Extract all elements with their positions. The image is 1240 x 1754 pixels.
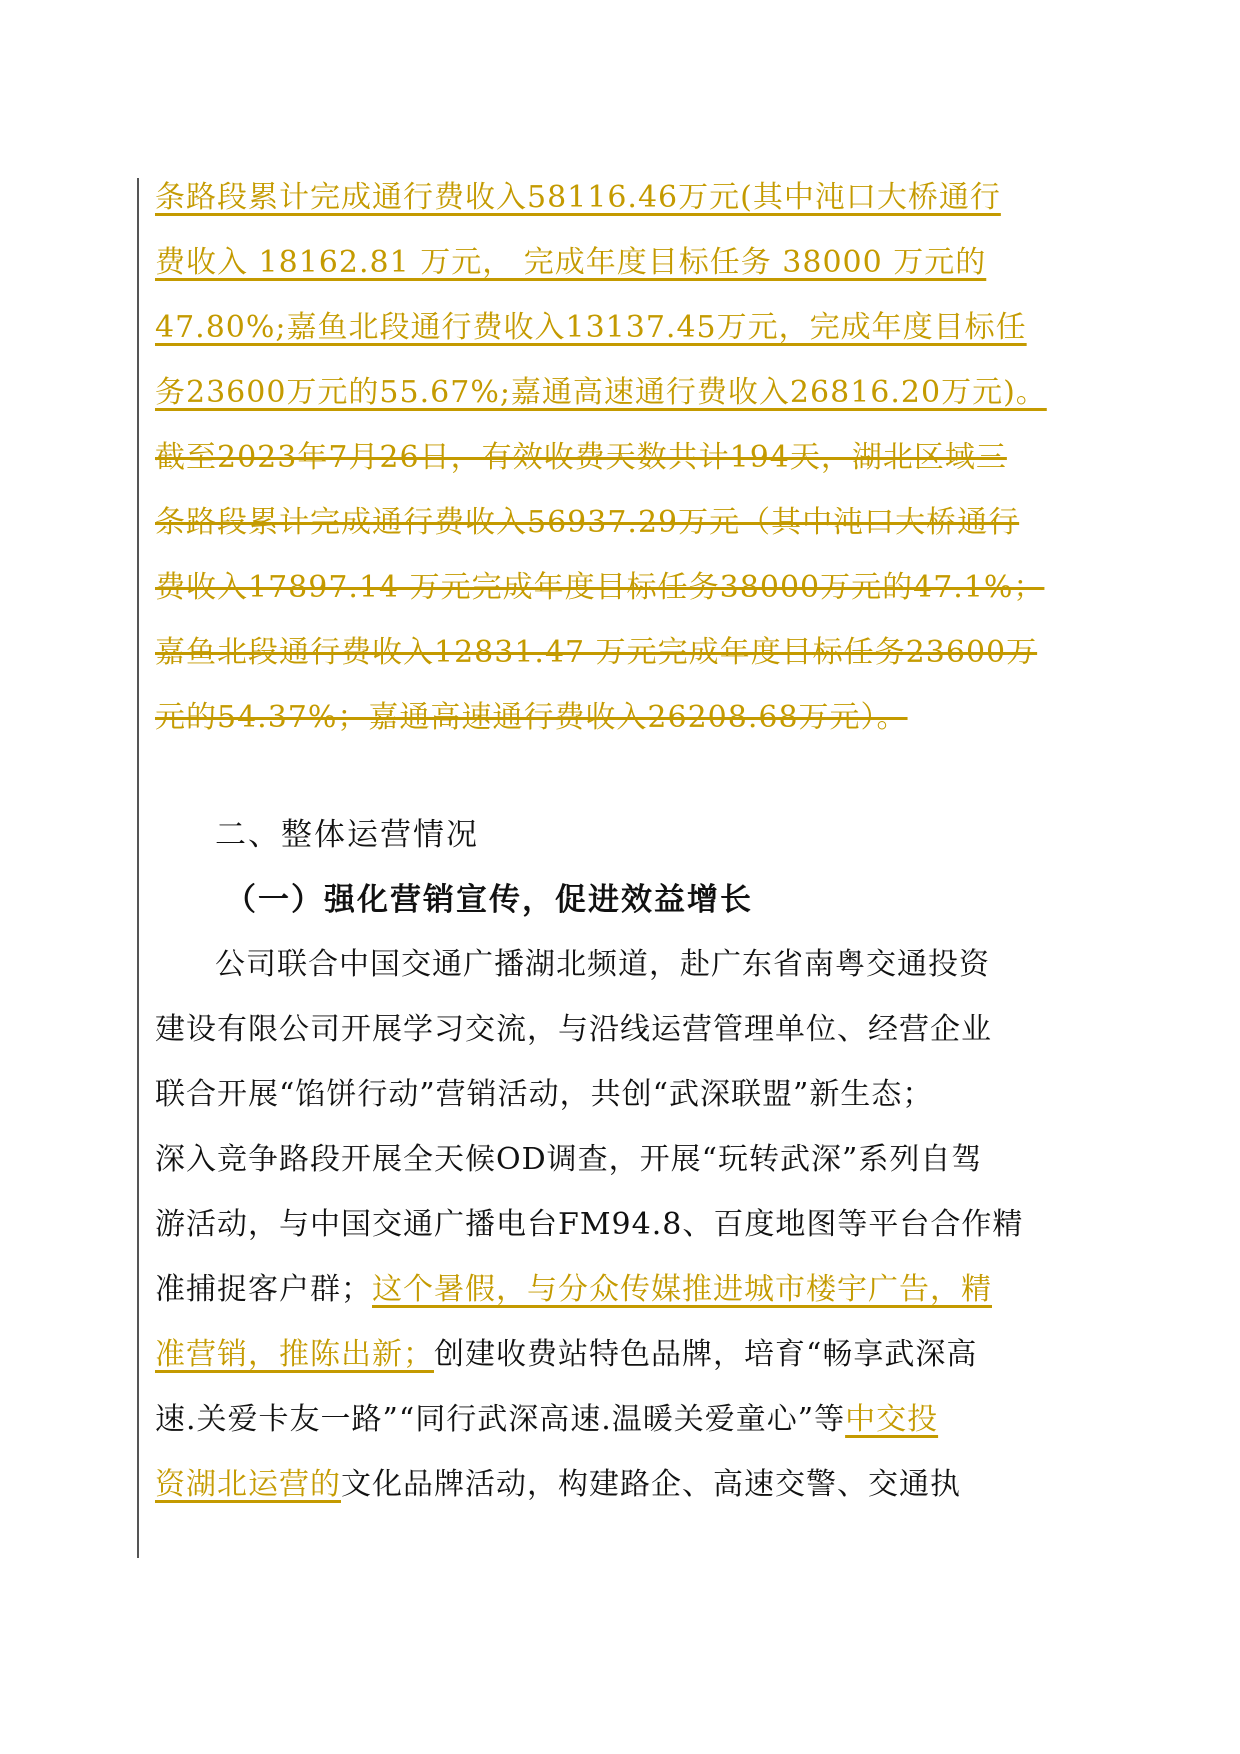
body-text-segment: 速.关爱卡友一路”“同行武深高速.温暖关爱童心”等 bbox=[155, 1402, 846, 1437]
body-text-line-mixed bbox=[155, 1465, 1085, 1505]
deleted-text-line: 费收入17897.14 万元完成年度目标任务38000万元的47.1%； bbox=[155, 570, 1045, 605]
inserted-text-line: 条路段累计完成通行费收入58116.46万元(其中沌口大桥通行 bbox=[155, 180, 1001, 215]
body-text-line-mixed bbox=[155, 1335, 1085, 1375]
body-text-segment: 创建收费站特色品牌，培育“畅享武深高 bbox=[434, 1337, 978, 1372]
body-text-line-mixed bbox=[155, 1270, 1085, 1310]
body-text-line: 联合开展“馅饼行动”营销活动，共创“武深联盟”新生态； bbox=[155, 1077, 934, 1112]
body-text-segment: 文化品牌活动，构建路企、高速交警、交通执 bbox=[341, 1467, 961, 1502]
deleted-text-line: 嘉鱼北段通行费收入12831.47 万元完成年度目标任务23600万 bbox=[155, 635, 1038, 670]
inserted-text-segment: 中交投 bbox=[845, 1402, 939, 1437]
deleted-text-line: 截至2023年7月26日，有效收费天数共计194天，湖北区域三 bbox=[155, 440, 1007, 475]
subsection-title: （一）强化营销宣传，促进效益增长 bbox=[225, 882, 753, 918]
deleted-text-line: 条路段累计完成通行费收入56937.29万元（其中沌口大桥通行 bbox=[155, 505, 1020, 540]
inserted-text-line: 47.80%;嘉鱼北段通行费收入13137.45万元，完成年度目标任 bbox=[155, 310, 1027, 345]
body-text-line: 建设有限公司开展学习交流，与沿线运营管理单位、经营企业 bbox=[155, 1012, 992, 1047]
revision-change-bar bbox=[137, 178, 139, 1558]
body-text-line-mixed bbox=[155, 1400, 1085, 1440]
inserted-text-line: 务23600万元的55.67%;嘉通高速通行费收入26816.20万元)。 bbox=[155, 375, 1047, 410]
section-title: 二、整体运营情况 bbox=[215, 817, 479, 853]
inserted-text-segment: 资湖北运营的 bbox=[155, 1467, 341, 1502]
body-text-line: 游活动，与中国交通广播电台FM94.8、百度地图等平台合作精 bbox=[155, 1207, 1024, 1242]
body-text-segment: 准捕捉客户群； bbox=[155, 1272, 372, 1307]
body-text-line: 公司联合中国交通广播湖北频道，赴广东省南粤交通投资 bbox=[215, 947, 990, 982]
deleted-text-line: 元的54.37%；嘉通高速通行费收入26208.68万元）。 bbox=[155, 700, 908, 735]
inserted-text-segment: 准营销，推陈出新； bbox=[155, 1337, 434, 1372]
inserted-text-segment: 这个暑假，与分众传媒推进城市楼宇广告，精 bbox=[372, 1272, 992, 1307]
inserted-text-line: 费收入 18162.81 万元， 完成年度目标任务 38000 万元的 bbox=[155, 245, 987, 280]
body-text-line: 深入竞争路段开展全天候OD调查，开展“玩转武深”系列自驾 bbox=[155, 1142, 983, 1177]
